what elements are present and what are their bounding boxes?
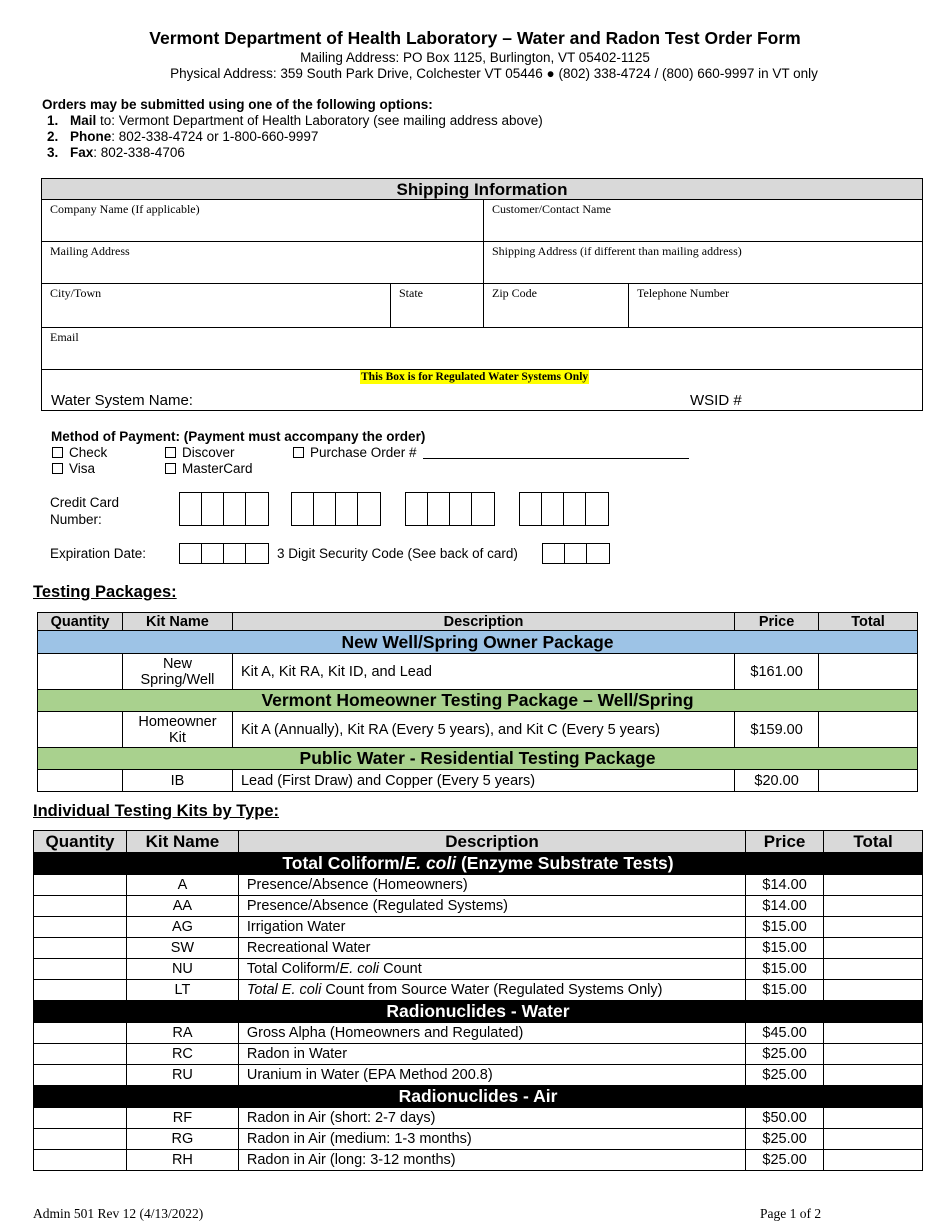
kit-price: $45.00 <box>746 1023 824 1044</box>
package-row: Homeowner Kit Kit A (Annually), Kit RA (Every 5 years), and Kit C (Every 5 years) $159.00 <box>38 712 918 748</box>
kit-price: $25.00 <box>746 1150 824 1171</box>
water-system-name-label: Water System Name: <box>51 392 193 409</box>
kit-name: RC <box>126 1044 238 1065</box>
state-field[interactable]: State <box>390 283 484 328</box>
purchase-order-option[interactable]: Purchase Order # <box>293 445 689 460</box>
kit-row <box>34 1129 923 1150</box>
shipping-address-field[interactable]: Shipping Address (if different than mailing address) <box>483 241 923 284</box>
quantity-cell[interactable] <box>34 938 127 959</box>
individual-kits-table <box>33 830 923 1171</box>
telephone-field[interactable]: Telephone Number <box>628 283 923 328</box>
kit-row <box>34 1065 923 1086</box>
kit-section-heading: Radionuclides - Water <box>34 1001 923 1023</box>
payment-title: Method of Payment: (Payment must accompany the order) <box>51 429 426 444</box>
kit-row <box>34 1044 923 1065</box>
kit-name: LT <box>126 980 238 1001</box>
kit-name: NU <box>126 959 238 980</box>
wsid-label: WSID # <box>690 392 742 409</box>
total-cell[interactable] <box>824 938 923 959</box>
email-field[interactable]: Email <box>41 327 923 370</box>
total-cell[interactable] <box>819 712 918 748</box>
security-code-input[interactable] <box>542 543 610 564</box>
kit-description: Gross Alpha (Homeowners and Regulated) <box>238 1023 745 1044</box>
zip-field[interactable]: Zip Code <box>483 283 629 328</box>
kit-name: SW <box>126 938 238 959</box>
kit-description: Total Coliform/E. coli Count <box>238 959 745 980</box>
kit-description: Presence/Absence (Homeowners) <box>238 875 745 896</box>
expiration-date-input[interactable] <box>179 543 269 564</box>
purchase-order-input[interactable] <box>423 446 689 459</box>
kit-row <box>34 980 923 1001</box>
contact-name-field[interactable]: Customer/Contact Name <box>483 199 923 242</box>
kit-name: RH <box>126 1150 238 1171</box>
quantity-cell[interactable] <box>34 1023 127 1044</box>
regulated-note: This Box is for Regulated Water Systems Only <box>361 371 589 383</box>
check-option[interactable]: Check <box>52 445 107 460</box>
total-cell[interactable] <box>824 1044 923 1065</box>
quantity-cell[interactable] <box>38 654 123 690</box>
quantity-cell[interactable] <box>34 896 127 917</box>
kit-row <box>34 1150 923 1171</box>
cc-number-group-4[interactable] <box>519 492 609 526</box>
total-cell[interactable] <box>824 917 923 938</box>
quantity-cell[interactable] <box>34 1044 127 1065</box>
kit-description: Recreational Water <box>238 938 745 959</box>
regulated-systems-box <box>42 370 922 411</box>
order-option-mail: 1. Mail to: Vermont Department of Health Laboratory (see mailing address above) <box>62 113 543 129</box>
company-name-field[interactable]: Company Name (If applicable) <box>41 199 484 242</box>
kit-row <box>34 896 923 917</box>
form-title: Vermont Department of Health Laboratory – Water and Radon Test Order Form <box>149 28 801 48</box>
kit-price: $14.00 <box>746 896 824 917</box>
total-cell[interactable] <box>824 875 923 896</box>
cc-number-group-1[interactable] <box>179 492 269 526</box>
package-heading: Public Water - Residential Testing Package <box>38 748 918 770</box>
cc-number-group-3[interactable] <box>405 492 495 526</box>
quantity-cell[interactable] <box>34 959 127 980</box>
cc-number-group-2[interactable] <box>291 492 381 526</box>
kit-name: AG <box>126 917 238 938</box>
kit-row <box>34 917 923 938</box>
kit-name: A <box>126 875 238 896</box>
order-option-phone: 2. Phone: 802-338-4724 or 1-800-660-9997 <box>62 129 543 145</box>
form-revision: Admin 501 Rev 12 (4/13/2022) <box>33 1206 204 1221</box>
kit-price: $15.00 <box>746 959 824 980</box>
kit-description: Radon in Water <box>238 1044 745 1065</box>
kit-row <box>34 938 923 959</box>
kit-name: RU <box>126 1065 238 1086</box>
kit-price: $15.00 <box>746 917 824 938</box>
package-heading: Vermont Homeowner Testing Package – Well/Spring <box>38 690 918 712</box>
kit-section-heading: Total Coliform/E. coli (Enzyme Substrate Tests) <box>34 853 923 875</box>
total-cell[interactable] <box>824 959 923 980</box>
kit-price: $14.00 <box>746 875 824 896</box>
kit-price: $50.00 <box>746 1108 824 1129</box>
total-cell[interactable] <box>824 1150 923 1171</box>
kit-description: Irrigation Water <box>238 917 745 938</box>
kit-price: $25.00 <box>746 1044 824 1065</box>
total-cell[interactable] <box>824 980 923 1001</box>
packages-title: Testing Packages: <box>33 583 177 601</box>
kit-price: $15.00 <box>746 938 824 959</box>
kits-header-row: Quantity Kit Name Description Price Total <box>34 831 923 853</box>
order-options-lead: Orders may be submitted using one of the following options: <box>42 97 433 112</box>
kit-price: $25.00 <box>746 1065 824 1086</box>
total-cell[interactable] <box>824 1129 923 1150</box>
individual-title: Individual Testing Kits by Type: <box>33 802 279 820</box>
kit-name: RF <box>126 1108 238 1129</box>
kit-row <box>34 875 923 896</box>
order-options-list <box>42 113 543 161</box>
quantity-cell[interactable] <box>34 1065 127 1086</box>
kit-description: Presence/Absence (Regulated Systems) <box>238 896 745 917</box>
mastercard-option[interactable]: MasterCard <box>165 461 253 476</box>
visa-checkbox[interactable] <box>52 463 63 474</box>
purchase-order-checkbox[interactable] <box>293 447 304 458</box>
discover-checkbox[interactable] <box>165 447 176 458</box>
page-number: Page 1 of 2 <box>760 1206 822 1221</box>
kit-row <box>34 1023 923 1044</box>
packages-header-row: Quantity Kit Name Description Price Total <box>38 613 918 631</box>
total-cell[interactable] <box>819 654 918 690</box>
total-cell[interactable] <box>824 896 923 917</box>
quantity-cell[interactable] <box>34 980 127 1001</box>
kit-name: RG <box>126 1129 238 1150</box>
kit-description: Uranium in Water (EPA Method 200.8) <box>238 1065 745 1086</box>
quantity-cell[interactable] <box>34 917 127 938</box>
packages-table <box>37 612 918 792</box>
kit-description: Radon in Air (long: 3-12 months) <box>238 1150 745 1171</box>
expiration-label: Expiration Date: <box>50 546 147 561</box>
mastercard-checkbox[interactable] <box>165 463 176 474</box>
mailing-address: Mailing Address: PO Box 1125, Burlington, VT 05402-1125 <box>300 50 650 65</box>
kit-row <box>34 1108 923 1129</box>
security-code-label: 3 Digit Security Code (See back of card) <box>277 546 518 561</box>
form-header <box>0 28 950 81</box>
quantity-cell[interactable] <box>38 712 123 748</box>
quantity-cell[interactable] <box>34 875 127 896</box>
discover-option[interactable]: Discover <box>165 445 235 460</box>
city-field[interactable]: City/Town <box>41 283 391 328</box>
order-option-fax: 3. Fax: 802-338-4706 <box>62 145 543 161</box>
kit-name: RA <box>126 1023 238 1044</box>
total-cell[interactable] <box>824 1065 923 1086</box>
shipping-title: Shipping Information <box>42 179 922 200</box>
kit-row <box>34 959 923 980</box>
total-cell[interactable] <box>824 1023 923 1044</box>
package-heading: New Well/Spring Owner Package <box>38 631 918 654</box>
kit-name: AA <box>126 896 238 917</box>
quantity-cell[interactable] <box>38 770 123 792</box>
quantity-cell[interactable] <box>34 1150 127 1171</box>
kit-description: Radon in Air (medium: 1-3 months) <box>238 1129 745 1150</box>
package-row: New Spring/Well Kit A, Kit RA, Kit ID, and Lead $161.00 <box>38 654 918 690</box>
visa-option[interactable]: Visa <box>52 461 95 476</box>
check-checkbox[interactable] <box>52 447 63 458</box>
kit-description: Radon in Air (short: 2-7 days) <box>238 1108 745 1129</box>
quantity-cell[interactable] <box>34 1108 127 1129</box>
shipping-information <box>41 178 923 411</box>
total-cell[interactable] <box>819 770 918 792</box>
order-options <box>42 97 543 161</box>
cc-number-label: Credit Card Number: <box>50 495 120 527</box>
physical-address: Physical Address: 359 South Park Drive, Colchester VT 05446 ● (802) 338-4724 / (800) 660-9997 in VT only <box>170 66 818 81</box>
kit-section-heading: Radionuclides - Air <box>34 1086 923 1108</box>
quantity-cell[interactable] <box>34 1129 127 1150</box>
package-row: IB Lead (First Draw) and Copper (Every 5 years) $20.00 <box>38 770 918 792</box>
mailing-address-field[interactable]: Mailing Address <box>41 241 484 284</box>
total-cell[interactable] <box>824 1108 923 1129</box>
kit-price: $15.00 <box>746 980 824 1001</box>
kit-price: $25.00 <box>746 1129 824 1150</box>
kit-description: Total E. coli Count from Source Water (Regulated Systems Only) <box>238 980 745 1001</box>
